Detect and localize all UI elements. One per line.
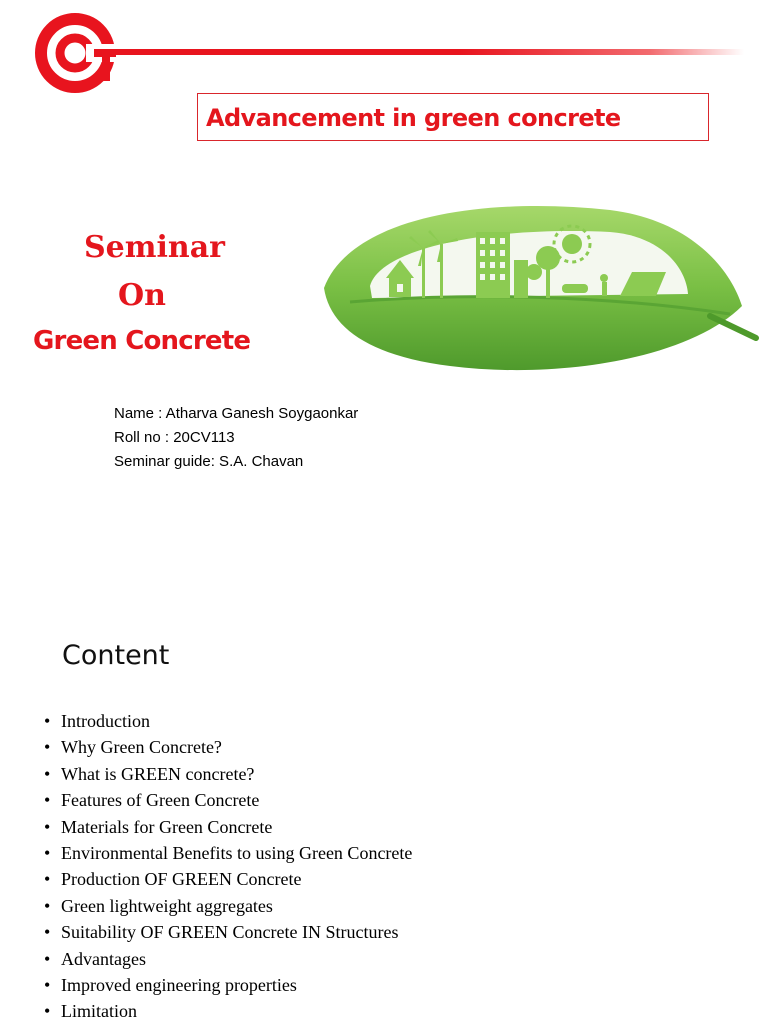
list-item: • Suitability OF GREEN Concrete IN Structures [44,919,412,945]
seminar-topic: Green Concrete [33,326,251,356]
list-item: • Green lightweight aggregates [44,893,412,919]
slide-title: Advancement in green concrete [197,93,709,141]
header-rule [112,49,744,55]
content-slide [0,600,768,1024]
list-item: • Advantages [44,946,412,972]
institution-logo-icon [34,12,116,94]
roll-number: Roll no : 20CV113 [114,429,235,446]
presenter-details [114,402,358,474]
presenter-name: Name : Atharva Ganesh Soygaonkar [114,405,359,422]
seminar-guide: Seminar guide: S.A. Chavan [114,453,304,470]
list-item: • Improved engineering properties [44,972,412,998]
list-item: • What is GREEN concrete? [44,761,412,787]
content-list [44,708,412,1025]
green-city-leaf-illustration [310,188,760,388]
list-item: • Environmental Benefits to using Green Concrete [44,840,412,866]
list-item: • Limitation [44,998,412,1024]
content-heading: Content [62,640,170,671]
list-item: • Why Green Concrete? [44,734,412,760]
list-item: • Production OF GREEN Concrete [44,866,412,892]
list-item: • Materials for Green Concrete [44,814,412,840]
seminar-heading: Seminar [84,230,225,265]
list-item: • Introduction [44,708,412,734]
seminar-on: On [118,278,166,313]
list-item: • Features of Green Concrete [44,787,412,813]
